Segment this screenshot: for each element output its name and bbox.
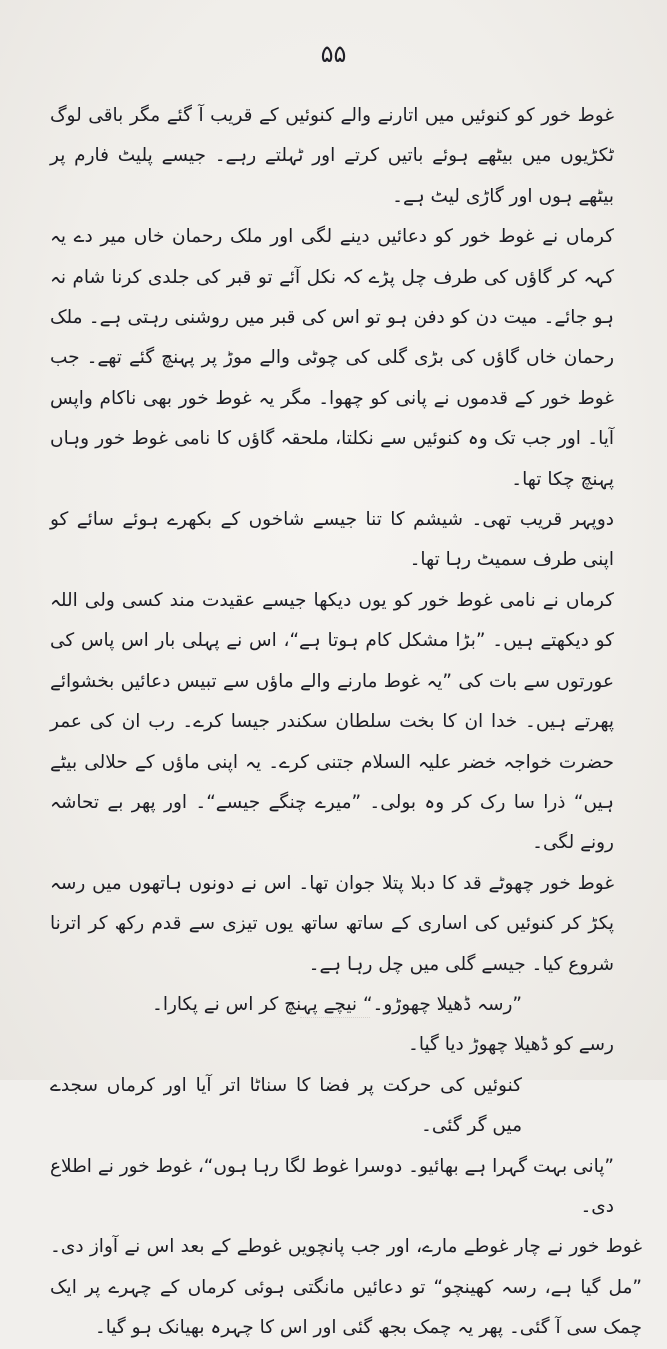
- page-number: ۵۵: [320, 40, 347, 68]
- paragraph-7: رسے کو ڈھیلا چھوڑ دیا گیا۔: [407, 1034, 614, 1056]
- paragraph-2: کرماں نے غوط خور کو دعائیں دینے لگی اور ملک رحمان خاں میر دے یہ کہہ کر گاؤں کی طرف چل پڑے کہ نکل آئے تو قبر کی جلدی کرنا شام نہ ہو جائے۔ میت دن کو دفن ہو تو اس کی قبر میں روشنی رہتی ہے۔ ملک رحمان خاں گاؤں کی بڑی گلی کی چوٹی والے موڑ پر پہنچ گئے تھے۔ جب غوط خور کے قدموں نے پانی کو چھوا۔ مگر یہ غوط خور بھی ناکام واپس آیا۔ اور جب تک وہ کنوئیں سے نکلتا، ملحقہ گاؤں کا نامی غوط خور وہاں پہنچ چکا تھا۔: [50, 226, 614, 490]
- paragraph-8: کنوئیں کی حرکت پر فضا کا سناٹا اتر آیا اور کرماں سجدے میں گر گئی۔: [50, 1074, 522, 1137]
- paragraph-6: ”رسہ ڈھیلا چھوڑو۔“ نیچے پہنچ کر اس نے پکارا۔: [152, 993, 522, 1015]
- paragraph-3: دوپہر قریب تھی۔ شیشم کا تنا جیسے شاخوں کے بکھرے ہوئے سائے کو اپنی طرف سمیٹ رہا تھا۔: [50, 509, 614, 571]
- page-text: [50, 96, 642, 1349]
- paragraph-5: غوط خور چھوٹے قد کا دبلا پتلا جوان تھا۔ اس نے دونوں ہاتھوں میں رسہ پکڑ کر کنوئیں کی اساری کے ساتھ ساتھ یوں تیزی سے قدم رکھ کر اترنا شروع کیا۔ جیسے گلی میں چل رہا ہے۔: [50, 872, 614, 975]
- paragraph-1: غوط خور کو کنوئیں میں اتارنے والے کنوئیں کے قریب آ گئے مگر باقی لوگ ٹکڑیوں میں بیٹھے ہوئے باتیں کرتے اور ٹہلتے رہے۔ جیسے پلیٹ فارم پر بیٹھے ہوں اور گاڑی لیٹ ہے۔: [50, 105, 614, 207]
- paragraph-9: ”پانی بہت گہرا ہے بھائیو۔ دوسرا غوط لگا رہا ہوں“، غوط خور نے اطلاع دی۔: [50, 1155, 614, 1217]
- footer-mark: [300, 1007, 370, 1018]
- paragraph-4: کرماں نے نامی غوط خور کو یوں دیکھا جیسے عقیدت مند کسی ولی اللہ کو دیکھتے ہیں۔ ”بڑا مشکل کام ہوتا ہے“، اس نے پہلی بار اس پاس کی عورتوں سے بات کی ”یہ غوط مارنے والے ماؤں سے تبیس دعائیں بخشوائے پھرتے ہیں۔ خدا ان کا بخت سلطان سکندر جیسا کرے۔ رب ان کی عمر حضرت خواجہ خضر علیہ السلام جتنی کرے۔ یہ اپنی ماؤں کے حلالی بیٹے ہیں“ ذرا سا رک کر وہ بولی۔ ”میرے چنگے جیسے“۔ اور پھر بے تحاشہ رونے لگی۔: [50, 589, 614, 854]
- paragraph-10: غوط خور نے چار غوطے مارے، اور جب پانچویں غوطے کے بعد اس نے آواز دی۔ ”مل گیا ہے، رسہ کھینچو“ تو دعائیں مانگتی ہوئی کرماں کے چہرے پر ایک چمک سی آ گئی۔ پھر یہ چمک بجھ گئی اور اس کا چہرہ بھیانک ہو گیا۔: [50, 1236, 642, 1339]
